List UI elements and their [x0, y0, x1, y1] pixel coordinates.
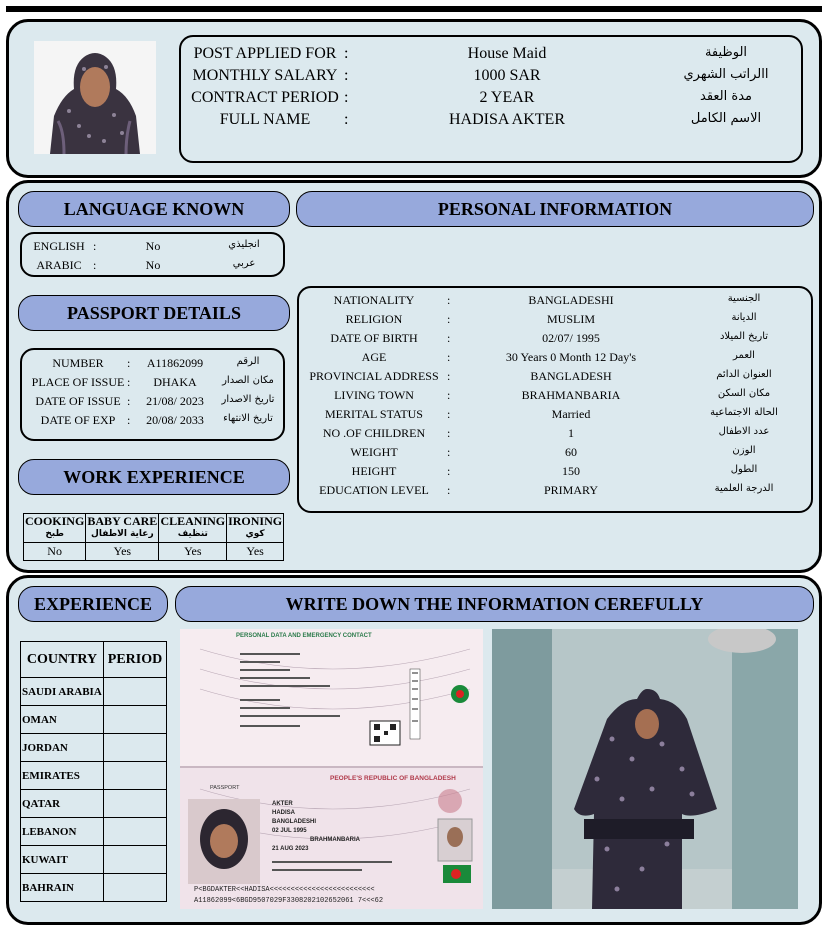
passport-title: PASSPORT DETAILS	[18, 295, 290, 331]
passport-doc-label: PASSPORT	[210, 785, 240, 791]
passport-scan	[180, 629, 483, 909]
passport-row	[22, 394, 283, 413]
job-info-box	[179, 35, 803, 163]
country-cell: LEBANON	[21, 818, 104, 846]
personal-row-arabic: تاريخ الميلاد	[719, 331, 769, 342]
personal-row-value: 30 Years 0 Month 12 Day's	[505, 350, 637, 364]
personal-row-arabic: الحالة الاجتماعية	[710, 407, 778, 418]
country-cell: JORDAN	[21, 734, 104, 762]
language-row-label: ENGLISH	[33, 239, 85, 253]
work-header-ar: كوي	[245, 529, 265, 539]
personal-row	[299, 407, 811, 426]
personal-row-arabic: مكان السكن	[717, 388, 771, 399]
passport-issue: 21 AUG 2023	[272, 846, 309, 852]
colon: :	[447, 407, 451, 421]
header-value: 1000 SAR	[473, 67, 541, 84]
experience-row	[21, 678, 167, 706]
passport-row-label: NUMBER	[52, 356, 104, 370]
passport-mrz-line-1: P<BGDAKTER<<HADISA<<<<<<<<<<<<<<<<<<<<<<<<<	[194, 886, 375, 894]
personal-row-arabic: العمر	[733, 350, 755, 361]
personal-row	[299, 426, 811, 445]
header-value: HADISA AKTER	[448, 111, 565, 128]
work-value-cell: Yes	[227, 543, 284, 561]
language-row-arabic: عربي	[232, 258, 256, 269]
personal-row-arabic: الديانة	[731, 312, 757, 323]
top-rule	[6, 6, 822, 12]
work-header-cell	[86, 514, 159, 543]
colon: :	[127, 375, 131, 389]
language-row-value: No	[145, 239, 161, 253]
personal-row-label: MERITAL STATUS	[325, 407, 423, 421]
experience-row	[21, 818, 167, 846]
period-cell	[104, 874, 167, 902]
experience-row	[21, 790, 167, 818]
personal-row	[299, 293, 811, 312]
colon: :	[344, 67, 349, 84]
colon: :	[344, 89, 349, 106]
personal-row-arabic: الطول	[730, 464, 758, 475]
colon: :	[447, 331, 451, 345]
personal-row	[299, 331, 811, 350]
header-arabic: الوظيفة	[704, 45, 748, 60]
experience-row	[21, 874, 167, 902]
personal-row	[299, 445, 811, 464]
passport-row-arabic: الرقم	[236, 356, 260, 367]
passport-row-value: 21/08/ 2023	[146, 394, 204, 408]
work-value-cell: Yes	[86, 543, 159, 561]
personal-row-label: AGE	[361, 350, 387, 364]
language-row-label: ARABIC	[36, 258, 82, 272]
work-header-ar: تنظيف	[177, 529, 208, 539]
language-row	[22, 258, 283, 277]
personal-row-arabic: الوزن	[732, 445, 756, 456]
header-row	[181, 89, 801, 111]
personal-row-label: PROVINCIAL ADDRESS	[309, 369, 439, 383]
language-title: LANGUAGE KNOWN	[18, 191, 290, 227]
work-header-en: COOKING	[24, 514, 85, 528]
colon: :	[127, 394, 131, 408]
language-box	[20, 232, 285, 277]
header-value: 2 YEAR	[479, 89, 535, 106]
passport-row-label: DATE OF EXP	[40, 413, 116, 427]
write-title: WRITE DOWN THE INFORMATION CEREFULLY	[175, 586, 814, 622]
personal-row-label: WEIGHT	[350, 445, 398, 459]
colon: :	[447, 483, 451, 497]
colon: :	[93, 239, 97, 253]
passport-dob: 02 JUL 1995	[272, 828, 307, 834]
personal-row-value: MUSLIM	[546, 312, 595, 326]
country-cell: OMAN	[21, 706, 104, 734]
personal-row	[299, 350, 811, 369]
work-header-en: BABY CARE	[87, 514, 158, 528]
passport-row-arabic: مكان الصدار	[222, 375, 274, 386]
header-arabic: الاسم الكامل	[690, 111, 762, 126]
personal-row-label: NO .OF CHILDREN	[322, 426, 426, 440]
colon: :	[447, 388, 451, 402]
work-header-en: CLEANING	[160, 514, 226, 528]
work-header-ar: طبخ	[45, 529, 64, 539]
header-value: House Maid	[467, 45, 547, 62]
period-cell	[104, 678, 167, 706]
experience-row	[21, 734, 167, 762]
header-label: POST APPLIED FOR	[193, 45, 337, 62]
personal-row-value: Married	[551, 407, 591, 421]
full-body-photo	[492, 629, 798, 909]
personal-box	[297, 286, 813, 513]
personal-row-value: PRIMARY	[543, 483, 599, 497]
colon: :	[344, 45, 349, 62]
country-cell: BAHRAIN	[21, 874, 104, 902]
colon: :	[447, 369, 451, 383]
work-value-cell: Yes	[159, 543, 227, 561]
passport-surname: AKTER	[272, 801, 293, 807]
period-header: PERIOD	[104, 642, 167, 678]
header-arabic: مدة العقد	[700, 89, 752, 104]
header-label: CONTRACT PERIOD	[191, 89, 339, 106]
personal-row	[299, 464, 811, 483]
passport-row-label: PLACE OF ISSUE	[31, 375, 125, 389]
passport-row	[22, 375, 283, 394]
passport-nationality: BANGLADESHI	[272, 819, 317, 825]
work-header-cell	[159, 514, 227, 543]
personal-row-value: BANGLADESHI	[528, 293, 614, 307]
personal-row	[299, 483, 811, 502]
country-cell: SAUDI ARABIA	[21, 678, 104, 706]
details-panel	[6, 180, 822, 573]
passport-row	[22, 356, 283, 375]
passport-mrz-line-2: A11862099<6BGD9507029F3308202102652061 7<<<62	[194, 897, 384, 905]
language-row-arabic: انجليذي	[228, 239, 260, 250]
passport-box	[20, 348, 285, 441]
colon: :	[344, 111, 349, 128]
colon: :	[447, 312, 451, 326]
candidate-photo	[34, 41, 156, 154]
work-header-cell	[24, 514, 86, 543]
header-label: MONTHLY SALARY	[192, 67, 338, 84]
personal-title: PERSONAL INFORMATION	[296, 191, 814, 227]
language-row	[22, 239, 283, 258]
colon: :	[447, 464, 451, 478]
work-header-ar: رعاية الاطفال	[91, 529, 154, 539]
passport-row-label: DATE OF ISSUE	[35, 394, 121, 408]
personal-row	[299, 388, 811, 407]
personal-row-label: LIVING TOWN	[334, 388, 414, 402]
colon: :	[93, 258, 97, 272]
colon: :	[447, 293, 451, 307]
header-row	[181, 67, 801, 89]
colon: :	[447, 350, 451, 364]
experience-row	[21, 762, 167, 790]
personal-row-label: NATIONALITY	[333, 293, 415, 307]
personal-row-arabic: الجنسية	[727, 293, 761, 304]
period-cell	[104, 706, 167, 734]
personal-row-arabic: العنوان الدائم	[716, 369, 772, 380]
passport-row-arabic: تاريخ الاصدار	[221, 394, 275, 405]
personal-row-value: 150	[562, 464, 580, 478]
period-cell	[104, 846, 167, 874]
personal-row-label: RELIGION	[345, 312, 403, 326]
personal-row	[299, 369, 811, 388]
passport-row-value: 20/08/ 2033	[146, 413, 204, 427]
passport-row-value: A11862099	[146, 356, 204, 370]
personal-row-value: 60	[565, 445, 577, 459]
experience-title: EXPERIENCE	[18, 586, 168, 622]
header-arabic: االراتب الشهري	[683, 67, 769, 82]
personal-row	[299, 312, 811, 331]
header-row	[181, 111, 801, 133]
passport-country-line: PEOPLE'S REPUBLIC OF BANGLADESH	[330, 775, 456, 782]
passport-row-arabic: تاريخ الانتهاء	[223, 413, 273, 424]
country-header: COUNTRY	[21, 642, 104, 678]
language-row-value: No	[145, 258, 161, 272]
header-panel	[6, 19, 822, 178]
experience-row	[21, 706, 167, 734]
experience-panel	[6, 575, 822, 925]
passport-given-name: HADISA	[272, 810, 296, 816]
colon: :	[447, 445, 451, 459]
work-table	[23, 513, 284, 561]
work-value-cell: No	[24, 543, 86, 561]
period-cell	[104, 762, 167, 790]
colon: :	[127, 356, 131, 370]
colon: :	[127, 413, 131, 427]
experience-table	[20, 641, 167, 902]
period-cell	[104, 734, 167, 762]
personal-row-arabic: عدد الاطفال	[718, 426, 770, 437]
passport-row-value: DHAKA	[153, 375, 197, 389]
personal-row-arabic: الدرجة العلمية	[714, 483, 774, 494]
work-header-en: IRONING	[228, 514, 283, 528]
passport-place: BRAHMANBARIA	[310, 837, 360, 843]
personal-row-label: HEIGHT	[351, 464, 397, 478]
passport-section-header: PERSONAL DATA AND EMERGENCY CONTACT	[236, 633, 372, 639]
personal-row-label: DATE OF BIRTH	[330, 331, 418, 345]
personal-row-value: 1	[568, 426, 574, 440]
passport-row	[22, 413, 283, 432]
personal-row-value: BANGLADESH	[530, 369, 612, 383]
personal-row-value: BRAHMANBARIA	[521, 388, 621, 402]
personal-row-value: 02/07/ 1995	[542, 331, 600, 345]
country-cell: KUWAIT	[21, 846, 104, 874]
country-cell: EMIRATES	[21, 762, 104, 790]
header-label: FULL NAME	[219, 111, 311, 128]
personal-row-label: EDUCATION LEVEL	[319, 483, 429, 497]
colon: :	[447, 426, 451, 440]
period-cell	[104, 818, 167, 846]
experience-row	[21, 846, 167, 874]
work-header-cell	[227, 514, 284, 543]
work-title: WORK EXPERIENCE	[18, 459, 290, 495]
country-cell: QATAR	[21, 790, 104, 818]
period-cell	[104, 790, 167, 818]
header-row	[181, 45, 801, 67]
